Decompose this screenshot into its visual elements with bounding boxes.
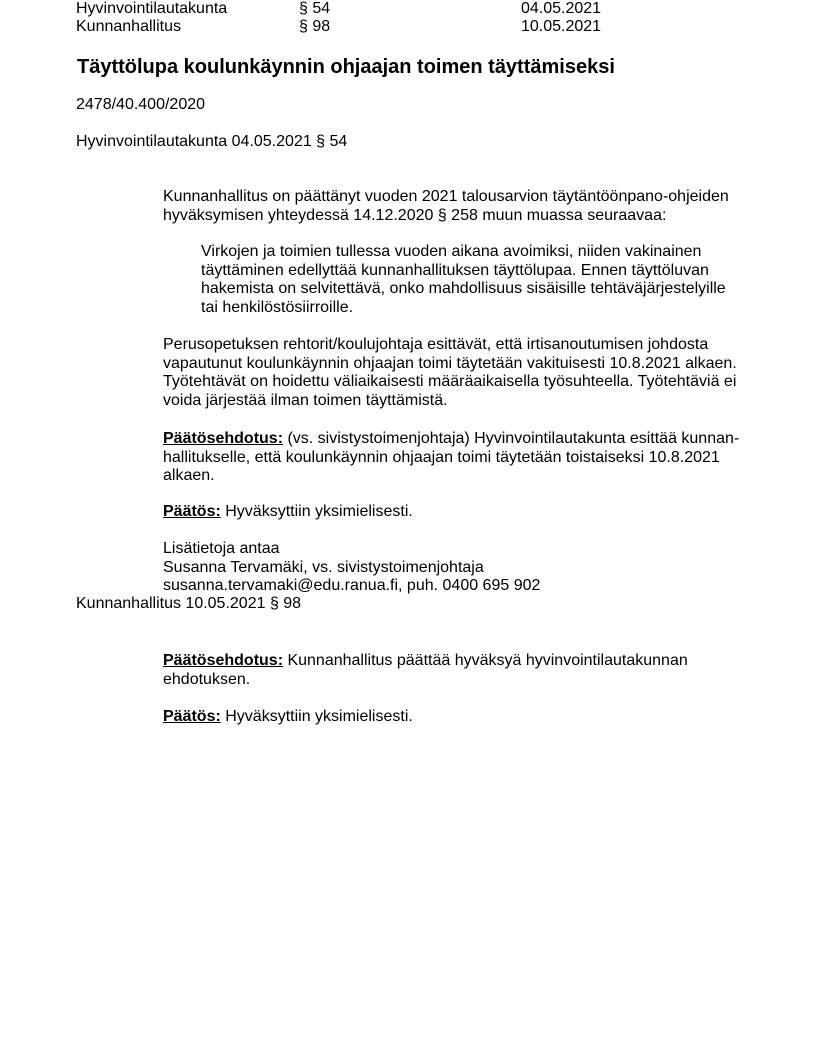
meeting1-heading: Hyvinvointilautakunta 04.05.2021 § 54 [76, 133, 348, 150]
header-date-2: 10.05.2021 [521, 18, 602, 35]
proposal-line: ehdotuksen. [163, 670, 251, 688]
proposal-first-line [163, 430, 753, 449]
meeting2-heading: Kunnanhallitus 10.05.2021 § 98 [76, 595, 302, 612]
paragraph-line: voida järjestää ilman toimen täyttämistä. [163, 391, 448, 409]
meeting1-decision [163, 503, 753, 522]
paragraph-line: vapautunut koulunkäynnin ohjaajan toimi täytetään vakituisesti 10.8.2021 alkaen. [163, 354, 737, 372]
info-line: Lisätietoja antaa [163, 540, 280, 557]
decision-text: Hyväksyttiin yksimielisesti. [220, 708, 413, 725]
decision-line [163, 503, 753, 522]
proposal-text: (vs. sivistystoimenjohtaja) Hyvinvointilautakunta esittää kunnan- [283, 430, 740, 447]
intro-line: hyväksymisen yhteydessä 14.12.2020 § 258 muun muassa seuraavaa: [163, 206, 667, 224]
proposal-label: Päätösehdotus: [163, 652, 284, 669]
quote-line: tai henkilöstösiirroille. [201, 298, 354, 316]
proposal-first-line [163, 652, 753, 671]
header-body-2: Kunnanhallitus [76, 18, 181, 35]
header-section-2: § 98 [299, 18, 331, 35]
decision-line [163, 708, 753, 727]
intro-paragraph [163, 188, 753, 225]
decision-label: Päätös: [163, 503, 221, 520]
meeting2-decision [163, 708, 753, 727]
header-date-1: 04.05.2021 [521, 0, 602, 17]
contact-name: Susanna Tervamäki, vs. sivistystoimenjohtaja [163, 558, 484, 576]
header-section-1: § 54 [299, 0, 331, 17]
meeting2-proposal [163, 652, 753, 689]
proposal-text: Kunnanhallitus päättää hyväksyä hyvinvointilautakunnan [283, 652, 688, 669]
justification-paragraph [163, 336, 753, 410]
proposal-line: hallitukselle, että koulunkäynnin ohjaajan toimi täytetään toistaiseksi 10.8.2021 [163, 448, 720, 466]
intro-line: Kunnanhallitus on päättänyt vuoden 2021 talousarvion täytäntöönpano-ohjeiden [163, 188, 729, 205]
proposal-label: Päätösehdotus: [163, 430, 284, 447]
paragraph-line: Työtehtävät on hoidettu väliaikaisesti määräaikaisella työsuhteella. Työtehtäviä ei [163, 373, 737, 390]
quote-line: täyttäminen edellyttää kunnanhallituksen täyttölupaa. Ennen täyttöluvan [201, 261, 709, 279]
quote-line: hakemista on selvitettävä, onko mahdollisuus sisäisille tehtäväjärjestelyille [201, 280, 726, 297]
meeting1-proposal [163, 430, 753, 486]
header-body-1: Hyvinvointilautakunta [76, 0, 228, 17]
quote-line: Virkojen ja toimien tullessa vuoden aikana avoimiksi, niiden vakinainen [201, 243, 702, 260]
contact-details: susanna.tervamaki@edu.ranua.fi, puh. 0400 695 902 [163, 577, 541, 594]
quoted-paragraph [201, 243, 761, 317]
decision-label: Päätös: [163, 708, 221, 725]
document-title: Täyttölupa koulunkäynnin ohjaajan toimen täyttämiseksi [77, 56, 615, 78]
proposal-line: alkaen. [163, 467, 215, 484]
paragraph-line: Perusopetuksen rehtorit/koulujohtaja esittävät, että irtisanoutumisen johdosta [163, 336, 709, 353]
record-number: 2478/40.400/2020 [76, 96, 206, 113]
contact-info [163, 540, 753, 596]
decision-text: Hyväksyttiin yksimielisesti. [220, 503, 413, 520]
